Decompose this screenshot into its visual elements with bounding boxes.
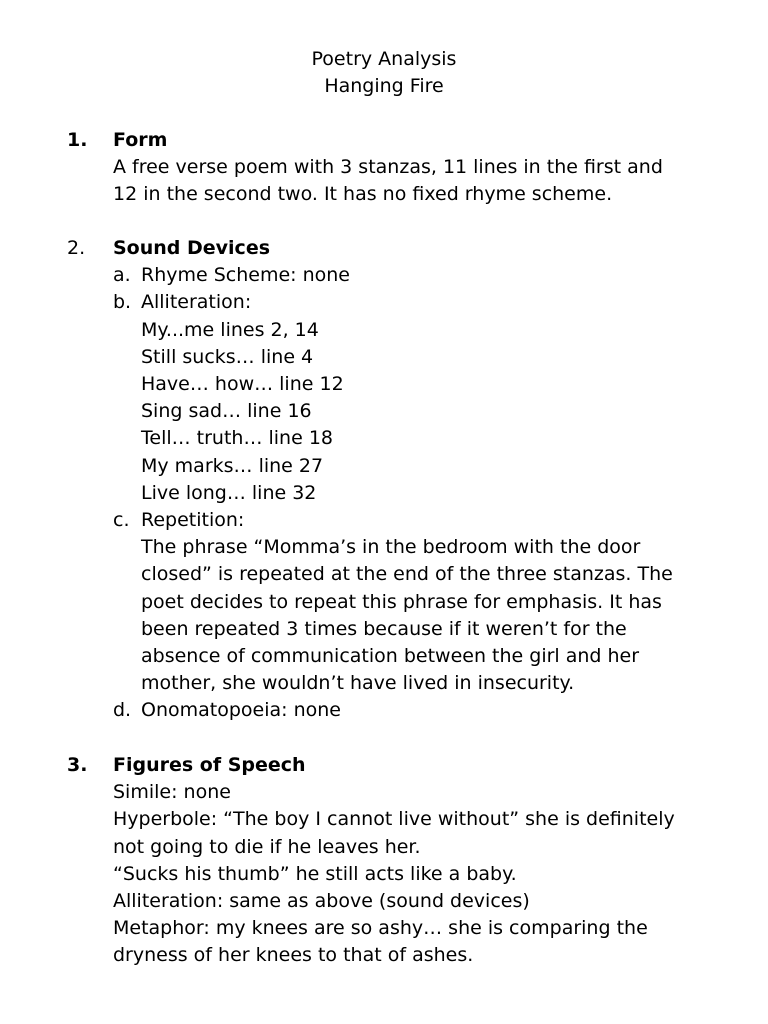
alliteration-line: Sing sad… line 16	[141, 400, 312, 423]
section-heading: Form	[113, 129, 168, 151]
repetition-line: poet decides to repeat this phrase for emphasis. It has	[141, 590, 662, 613]
list-letter: c.	[113, 509, 130, 532]
alliteration-line: Still sucks… line 4	[141, 345, 314, 368]
list-item	[113, 289, 733, 316]
alliteration-line: Live long… line 32	[141, 481, 317, 504]
repetition-line: The phrase “Momma’s in the bedroom with the door	[141, 536, 641, 559]
paragraph-line: A free verse poem with 3 stanzas, 11 lines in the first and	[113, 156, 663, 179]
list-text: Alliteration:	[141, 291, 252, 314]
paragraph-line: Metaphor: my knees are so ashy… she is comparing the	[113, 917, 648, 940]
section-number: 3.	[67, 754, 88, 776]
paragraph-line: 12 in the second two. It has no fixed rhyme scheme.	[113, 183, 613, 206]
section-heading: Figures of Speech	[113, 754, 306, 776]
paragraph-line: Alliteration: same as above (sound devices)	[113, 890, 530, 913]
repetition-line: absence of communication between the girl and her	[141, 645, 640, 668]
paragraph-line: Hyperbole: “The boy I cannot live without” she is definitely	[113, 808, 675, 831]
list-letter: d.	[113, 699, 132, 722]
repetition-line: been repeated 3 times because if it weren’t for the	[141, 617, 627, 640]
section-number: 2.	[67, 237, 86, 259]
section-number: 1.	[67, 129, 88, 151]
list-letter: b.	[113, 291, 132, 314]
document-title	[0, 46, 768, 100]
repetition-line: closed” is repeated at the end of the three stanzas. The	[141, 563, 673, 586]
list-item	[113, 507, 733, 534]
list-text: Onomatopoeia: none	[141, 699, 341, 722]
list-item	[113, 697, 733, 724]
title-line-2: Hanging Fire	[324, 75, 444, 98]
repetition-line: mother, she wouldn’t have lived in insecurity.	[141, 672, 575, 695]
section-heading: Sound Devices	[113, 237, 271, 259]
alliteration-line: My...me lines 2, 14	[141, 318, 319, 341]
paragraph-line: Simile: none	[113, 781, 231, 804]
list-text: Rhyme Scheme: none	[141, 264, 350, 287]
list-item	[113, 262, 733, 289]
alliteration-line: Have… how… line 12	[141, 373, 344, 396]
paragraph-line: dryness of her knees to that of ashes.	[113, 944, 474, 967]
alliteration-line: Tell… truth… line 18	[141, 427, 334, 450]
title-line-1: Poetry Analysis	[311, 48, 457, 70]
list-letter: a.	[113, 264, 131, 287]
paragraph-line: not going to die if he leaves her.	[113, 835, 421, 858]
alliteration-line: My marks… line 27	[141, 454, 324, 477]
list-text: Repetition:	[141, 509, 245, 532]
paragraph-line: “Sucks his thumb” he still acts like a baby.	[113, 862, 517, 885]
